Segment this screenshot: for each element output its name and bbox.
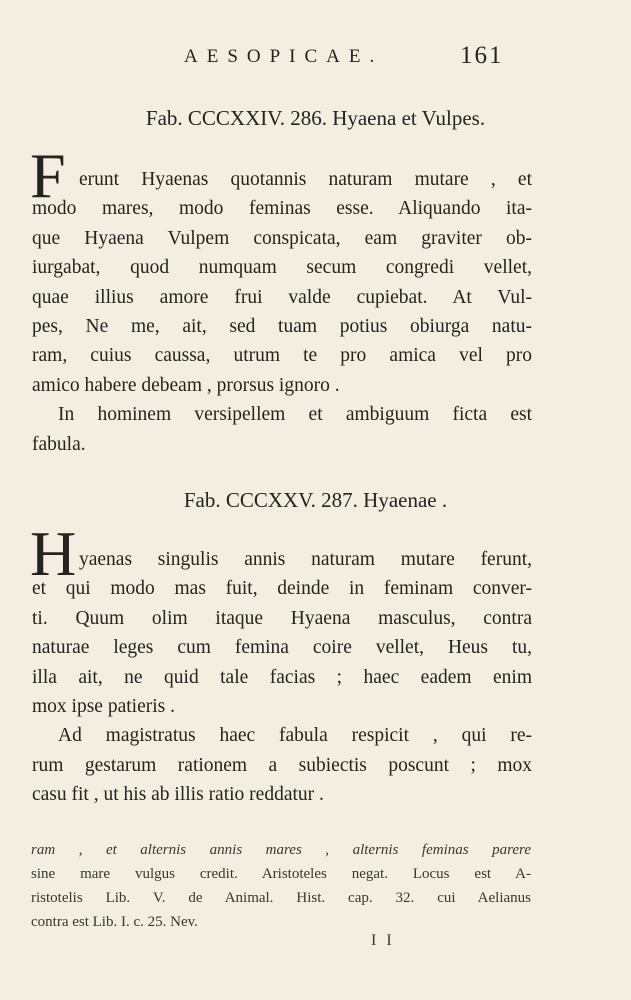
moral-line: Ad magistratus haec fabula respicit , qui re- <box>58 725 532 747</box>
text-line: yaenas singulis annis naturam mutare ferunt, <box>79 549 532 570</box>
running-head <box>0 42 631 76</box>
moral-line: In hominem versipellem et ambiguum ficta est <box>58 404 532 426</box>
footnote-line: sine mare vulgus credit. Aristoteles negat. Locus est A- <box>31 866 531 882</box>
footnote-line: ram , et alternis annis mares , alternis feminas parere <box>31 842 531 858</box>
fable-text <box>32 165 532 459</box>
text-line: quae illius amore frui valde cupiebat. At Vul- <box>32 286 532 308</box>
text-line: illa ait, ne quid tale facias ; haec eadem enim <box>32 666 532 688</box>
drop-cap: F <box>30 140 66 211</box>
footnote <box>31 838 531 934</box>
moral-line: casu fit , ut his ab illis ratio reddatur . <box>32 784 324 806</box>
fable-heading: Fab. CCCXXIV. 286. Hyaena et Vulpes. <box>145 106 486 130</box>
page-number: 161 <box>460 42 504 69</box>
text-line: et qui modo mas fuit, deinde in feminam conver- <box>32 578 532 600</box>
fable-heading: Fab. CCCXXV. 287. Hyaenae . <box>183 488 448 512</box>
text-line: modo mares, modo feminas esse. Aliquando ita- <box>32 198 532 220</box>
text-line: ram, cuius caussa, utrum te pro amica vel pro <box>32 345 532 367</box>
text-line: que Hyaena Vulpem conspicata, eam graviter ob- <box>32 227 532 249</box>
text-line: iurgabat, quod numquam secum congredi vellet, <box>32 257 532 279</box>
signature-mark: I I <box>371 932 395 949</box>
moral-line: fabula. <box>32 433 86 455</box>
text-line: pes, Ne me, ait, sed tuam potius obiurga natu- <box>32 315 532 337</box>
running-title: AESOPICAE. <box>184 46 384 67</box>
text-line: naturae leges cum femina coire vellet, Heus tu, <box>32 637 532 659</box>
text-line: amico habere debeam , prorsus ignoro . <box>32 374 340 396</box>
fable-text <box>32 545 532 810</box>
text-line: mox ipse patieris . <box>32 695 175 717</box>
footnote-line: ristotelis Lib. V. de Animal. Hist. cap. 32. cui Aelianus <box>31 890 531 906</box>
drop-cap: H <box>30 518 77 589</box>
text-line: erunt Hyaenas quotannis naturam mutare , et <box>79 169 532 190</box>
moral-line: rum gestarum rationem a subiectis poscunt ; mox <box>32 754 532 776</box>
footnote-line: contra est Lib. I. c. 25. Nev. <box>31 914 198 930</box>
text-line: ti. Quum olim itaque Hyaena masculus, contra <box>32 607 532 629</box>
